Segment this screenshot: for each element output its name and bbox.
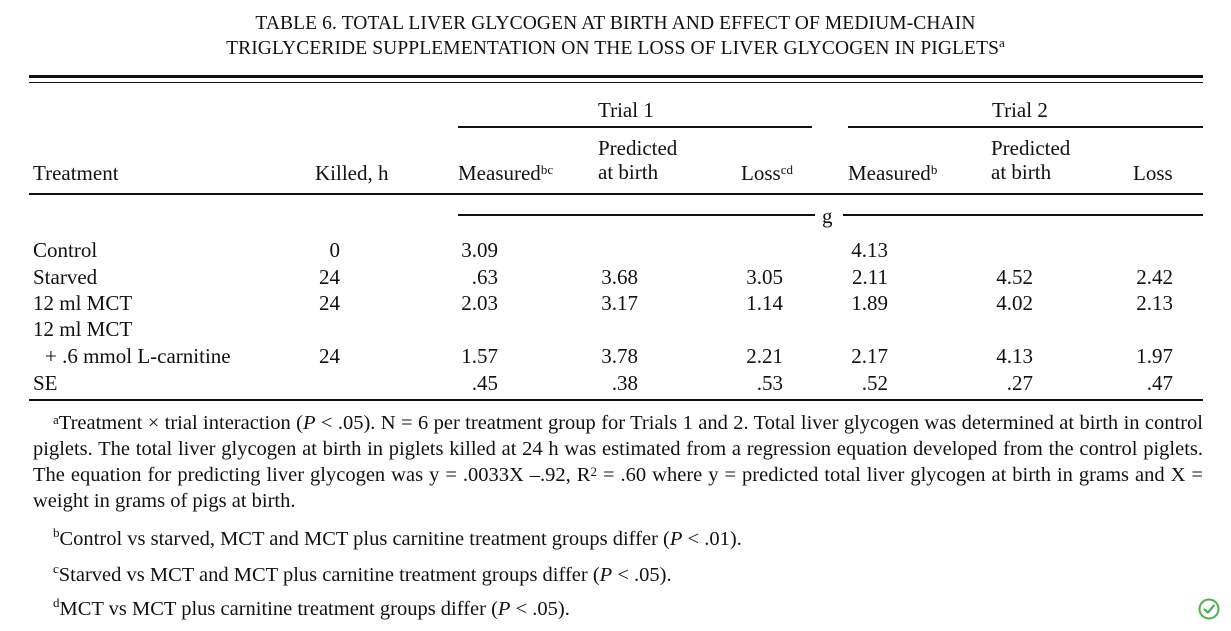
trial1-span-rule xyxy=(458,126,812,128)
col-head-measured-trial2: Measured$^b$ xyxy=(848,161,938,185)
trial2-span-rule xyxy=(848,126,1203,128)
badge-circle xyxy=(1200,600,1219,619)
cell-m2: 2.11 xyxy=(852,265,888,289)
cell-m1: 3.09 xyxy=(461,238,498,262)
cell-p2: 4.52 xyxy=(996,265,1033,289)
cell-killed: 24 xyxy=(319,265,340,289)
cell-treatment: SE xyxy=(33,371,58,395)
cell-l1: 1.14 xyxy=(746,291,783,315)
cell-l2: 2.13 xyxy=(1136,291,1173,315)
cell-killed: 0 xyxy=(329,238,340,262)
cell-treatment: 12 ml MCT xyxy=(33,317,133,341)
unit-rule-left xyxy=(458,214,815,216)
unit-rule-right xyxy=(843,214,1203,216)
badge-check xyxy=(1205,606,1214,613)
col-head-measured-trial1: Measured$^{bc}$ xyxy=(458,161,554,185)
cell-p1: 3.68 xyxy=(601,265,638,289)
cell-m1: .45 xyxy=(471,371,498,395)
col-head-loss-trial1: Loss$^{cd}$ xyxy=(741,161,793,185)
cell-m1: 2.03 xyxy=(461,291,498,315)
cell-p1: .38 xyxy=(611,371,638,395)
trial2-heading: Trial 2 xyxy=(992,98,1048,122)
col-head-loss-trial2: Loss xyxy=(1133,161,1173,185)
cell-killed: 24 xyxy=(319,344,340,368)
footnote-b: $^b$Control vs starved, MCT and MCT plus carnitine treatment groups differ (P < .01). xyxy=(53,525,742,550)
top-rule-thin xyxy=(29,82,1203,83)
cell-treatment: + .6 mmol L-carnitine xyxy=(45,344,231,368)
cell-m2: .52 xyxy=(861,371,888,395)
cell-l1: .53 xyxy=(756,371,783,395)
unit-label: g xyxy=(822,204,833,228)
top-rule-thick xyxy=(29,75,1203,78)
col-head-killed: Killed, h xyxy=(315,161,389,185)
table-title-line1: TABLE 6. TOTAL LIVER GLYCOGEN AT BIRTH AND EFFECT OF MEDIUM-CHAIN xyxy=(255,13,976,34)
cell-m2: 2.17 xyxy=(851,344,888,368)
table-title-line2: TRIGLYCERIDE SUPPLEMENTATION ON THE LOSS OF LIVER GLYCOGEN IN PIGLETS$^a$ xyxy=(226,35,1005,59)
col-head-predicted-trial1: Predicted at birth xyxy=(598,136,678,184)
col-head-treatment: Treatment xyxy=(33,161,119,185)
cell-p1: 3.17 xyxy=(601,291,638,315)
cell-l2: 2.42 xyxy=(1136,265,1173,289)
trial1-heading: Trial 1 xyxy=(598,98,654,122)
table-bottom-rule xyxy=(29,399,1203,401)
cell-l2: 1.97 xyxy=(1136,344,1173,368)
cell-m2: 1.89 xyxy=(851,291,888,315)
cell-p2: 4.02 xyxy=(996,291,1033,315)
cell-killed: 24 xyxy=(319,291,340,315)
header-bottom-rule xyxy=(29,193,1203,195)
cell-p1: 3.78 xyxy=(601,344,638,368)
footnote-a: $^a$Treatment × trial interaction (P < .05). N = 6 per treatment group for Trials 1 and 2. Total liver glycogen was determined at birth in control piglets. The total liver glycogen at birth in piglets killed at 24 h was estimated from a regression equation developed from the control piglets. The equation for predicting liver glycogen was y = .0033X –.92, $R^2 = .60$ where y = predicted total liver glycogen at birth in grams and X = weight in grams of pigs at birth. xyxy=(33,412,1203,512)
leaf-check-icon[interactable] xyxy=(1198,598,1220,620)
cell-l2: .47 xyxy=(1146,371,1173,395)
cell-m2: 4.13 xyxy=(851,238,888,262)
footnote-c: $^c$Starved vs MCT and MCT plus carnitine treatment groups differ (P < .05). xyxy=(53,561,672,586)
col-head-predicted-trial2: Predicted at birth xyxy=(991,136,1071,184)
cell-treatment: Starved xyxy=(33,265,98,289)
cell-m1: 1.57 xyxy=(461,344,498,368)
cell-treatment: Control xyxy=(33,238,98,262)
cell-m1: .63 xyxy=(471,265,498,289)
footnote-d: $^d$MCT vs MCT plus carnitine treatment groups differ (P < .05). xyxy=(53,595,570,620)
cell-treatment: 12 ml MCT xyxy=(33,291,133,315)
cell-p2: .27 xyxy=(1006,371,1033,395)
cell-l1: 3.05 xyxy=(746,265,783,289)
cell-p2: 4.13 xyxy=(996,344,1033,368)
cell-l1: 2.21 xyxy=(746,344,783,368)
